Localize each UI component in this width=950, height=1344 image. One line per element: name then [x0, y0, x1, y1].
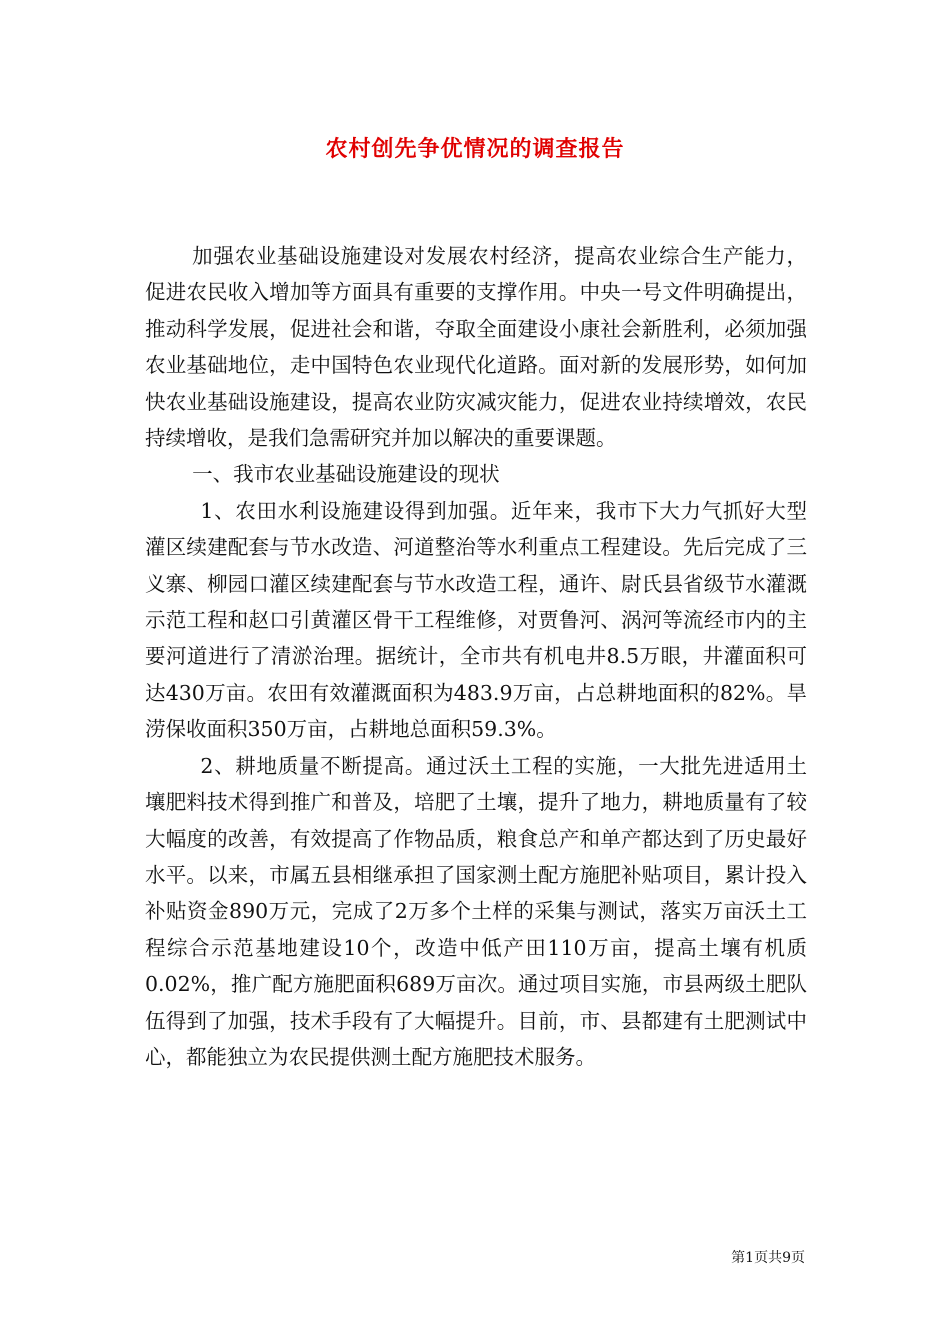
document-body [145, 238, 807, 1075]
document-title: 农村创先争优情况的调查报告 [325, 136, 625, 162]
paragraph-item-2: 2、耕地质量不断提高。通过沃土工程的实施，一大批先进适用土壤肥料技术得到推广和普及，培肥了土壤，提升了地力，耕地质量有了较大幅度的改善，有效提高了作物品质，粮食总产和单产都达到了历史最好水平。以来，市属五县相继承担了国家测土配方施肥补贴项目，累计投入补贴资金890万元，完成了2万多个土样的采集与测试，落实万亩沃土工程综合示范基地建设10个，改造中低产田110万亩，提高土壤有机质0.02%，推广配方施肥面积689万亩次。通过项目实施，市县两级土肥队伍得到了加强，技术手段有了大幅提升。目前，市、县都建有土肥测试中心，都能独立为农民提供测土配方施肥技术服务。 [145, 753, 807, 1069]
section-heading: 一、我市农业基础设施建设的现状 [192, 462, 500, 487]
page-number: 第1页共9页 [731, 1250, 805, 1266]
paragraph-item-1: 1、农田水利设施建设得到加强。近年来，我市下大力气抓好大型灌区续建配套与节水改造、河道整治等水利重点工程建设。先后完成了三义寨、柳园口灌区续建配套与节水改造工程，通许、尉氏县省级节水灌溉示范工程和赵口引黄灌区骨干工程维修，对贾鲁河、涡河等流经市内的主要河道进行了清淤治理。据统计，全市共有机电井8.5万眼，井灌面积可达430万亩。农田有效灌溉面积为483.9万亩，占总耕地面积的82%。旱涝保收面积350万亩，占耕地总面积59.3%。 [145, 498, 807, 742]
paragraph-intro: 加强农业基础设施建设对发展农村经济，提高农业综合生产能力，促进农民收入增加等方面具有重要的支撑作用。中央一号文件明确提出，推动科学发展，促进社会和谐，夺取全面建设小康社会新胜利，必须加强农业基础地位，走中国特色农业现代化道路。面对新的发展形势，如何加快农业基础设施建设，提高农业防灾减灾能力，促进农业持续增效，农民持续增收，是我们急需研究并加以解决的重要课题。 [145, 244, 807, 451]
